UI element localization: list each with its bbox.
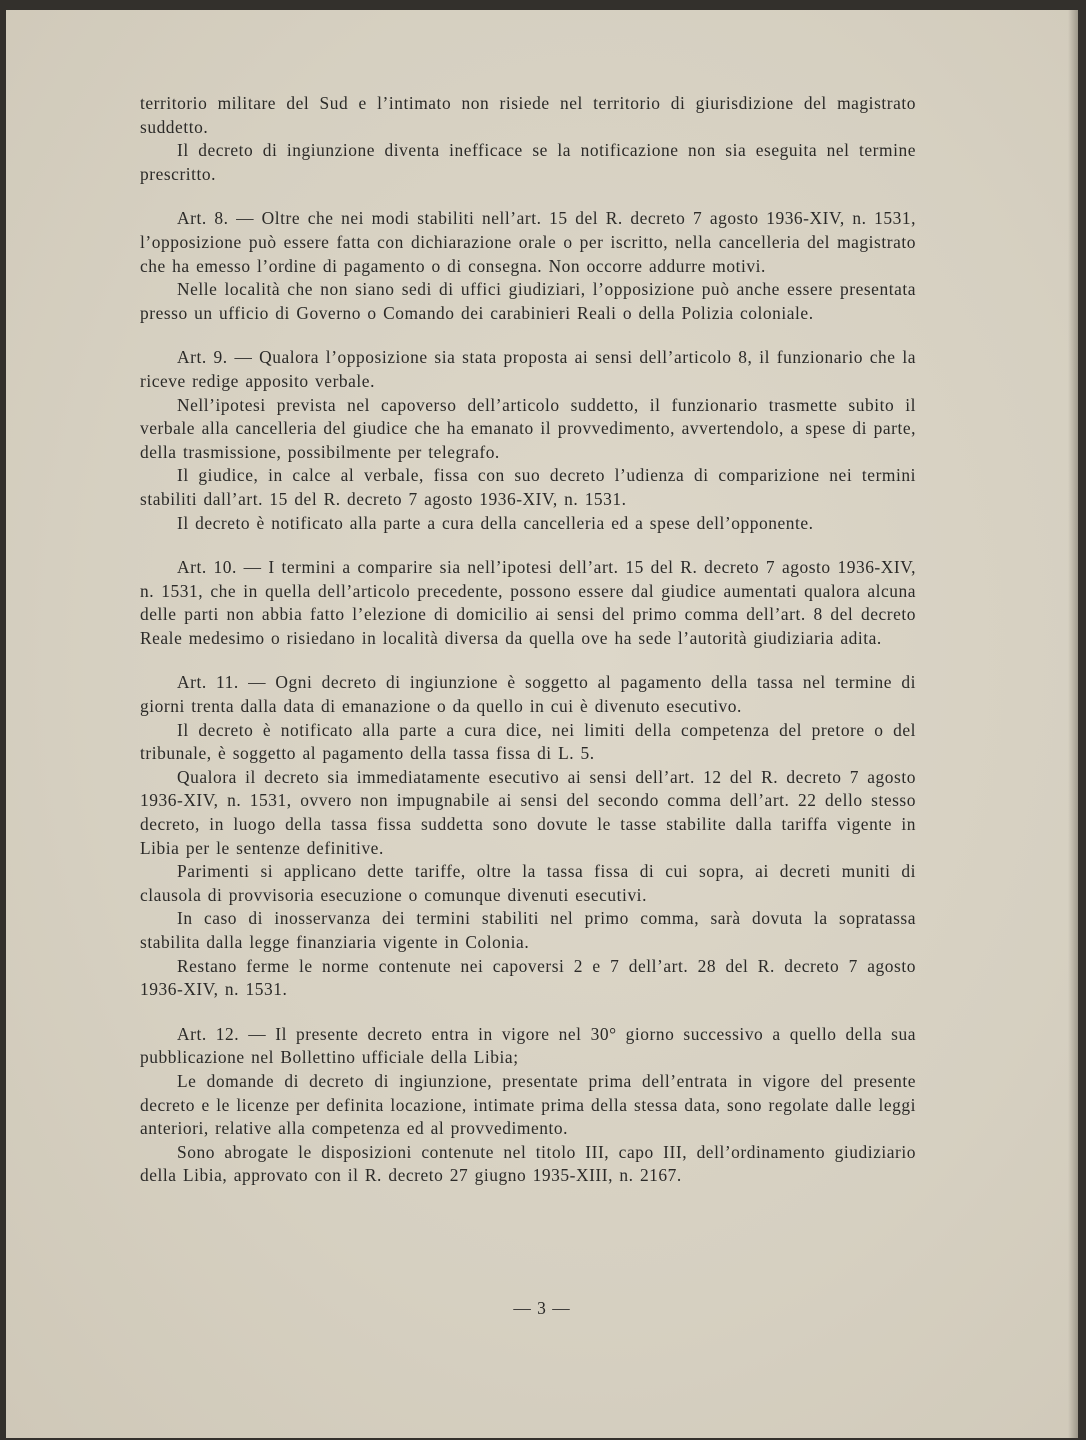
- page-edge-shadow: [1068, 10, 1078, 1438]
- paragraph: Sono abrogate le disposizioni contenute nel titolo III, capo III, dell’ordinamento giudiziario della Libia, approvato con il R. decreto 27 giugno 1935-XIII, n. 2167.: [140, 1141, 916, 1186]
- paragraph: Il giudice, in calce al verbale, fissa con suo decreto l’udienza di comparizione nei termini stabiliti dall’art. 15 del R. decreto 7 agosto 1936-XIV, n. 1531.: [140, 465, 916, 509]
- article-9: Art. 9. — Qualora l’opposizione sia stata proposta ai sensi dell’articolo 8, il funzionario che la riceve redige apposito verbale.: [140, 347, 916, 391]
- paragraph: Parimenti si applicano dette tariffe, oltre la tassa fissa di cui sopra, ai decreti muniti di clausola di provvisoria esecuzione o comunque divenuti esecutivi.: [140, 861, 916, 905]
- paragraph: In caso di inosservanza dei termini stabiliti nel primo comma, sarà dovuta la sopratassa stabilita dalla legge finanziaria vigente in Colonia.: [140, 908, 916, 952]
- paragraph: Nell’ipotesi prevista nel capoverso dell’articolo suddetto, il funzionario trasmette subito il verbale alla cancelleria del giudice che ha emanato il provvedimento, avvertendolo, a spese di parte, della trasmissione, possibilmente per telegrafo.: [140, 394, 916, 462]
- paragraph-continuation: territorio militare del Sud e l’intimato non risiede nel territorio di giurisdizione del magistrato suddetto.: [140, 93, 916, 137]
- paragraph: Restano ferme le norme contenute nei capoversi 2 e 7 dell’art. 28 del R. decreto 7 agosto 1936-XIV, n. 1531.: [140, 955, 916, 1000]
- paragraph: Le domande di decreto di ingiunzione, presentate prima dell’entrata in vigore del presente decreto e le licenze per definita locazione, intimate prima della stessa data, sono regolate dalle leggi anteriori, relative alla competenza ed al provvedimento.: [140, 1070, 916, 1139]
- paragraph: Qualora il decreto sia immediatamente esecutivo ai sensi dell’art. 12 del R. decreto 7 agosto 1936-XIV, n. 1531, ovvero non impugnabile ai sensi del secondo comma dell’art. 22 dello stesso decreto, in luogo della tassa fissa suddetta sono dovute le tasse stabilite dalla tariffa vigente in Libia per le sentenze definitive.: [140, 766, 916, 858]
- article-10: Art. 10. — I termini a comparire sia nell’ipotesi dell’art. 15 del R. decreto 7 agosto 1936-XIV, n. 1531, che in quella dell’articolo precedente, possono essere dal giudice aumentati qualora alcuna delle parti non abbia fatto l’elezione di domicilio ai sensi del primo comma dell’art. 8 del decreto Reale medesimo o risiedano in località diversa da quella ove ha sede l’autorità giudiziaria adita.: [140, 557, 916, 648]
- paragraph: Nelle località che non siano sedi di uffici giudiziari, l’opposizione può anche essere presentata presso un ufficio di Governo o Comando dei carabinieri Reali o della Polizia coloniale.: [140, 279, 916, 323]
- paragraph: Il decreto di ingiunzione diventa inefficace se la notificazione non sia eseguita nel termine prescritto.: [140, 140, 916, 184]
- article-12: Art. 12. — Il presente decreto entra in vigore nel 30° giorno successivo a quello della sua pubblicazione nel Bollettino ufficiale della Libia;: [140, 1023, 916, 1068]
- body-text: [140, 92, 916, 1188]
- article-11: Art. 11. — Ogni decreto di ingiunzione è soggetto al pagamento della tassa nel termine di giorni trenta dalla data di emanazione o da quello in cui è divenuto esecutivo.: [140, 672, 916, 717]
- page-number: — 3 —: [513, 1298, 571, 1318]
- paragraph: Il decreto è notificato alla parte a cura dice, nei limiti della competenza del pretore o del tribunale, è soggetto al pagamento della tassa fissa di L. 5.: [140, 719, 916, 764]
- article-8: Art. 8. — Oltre che nei modi stabiliti nell’art. 15 del R. decreto 7 agosto 1936-XIV, n. 1531, l’opposizione può essere fatta con dichiarazione orale o per iscritto, nella cancelleria del magistrato che ha emesso l’ordine di pagamento o di consegna. Non occorre addurre motivi.: [140, 208, 916, 276]
- paragraph: Il decreto è notificato alla parte a cura della cancelleria ed a spese dell’opponente.: [177, 512, 814, 533]
- document-page: [6, 10, 1078, 1438]
